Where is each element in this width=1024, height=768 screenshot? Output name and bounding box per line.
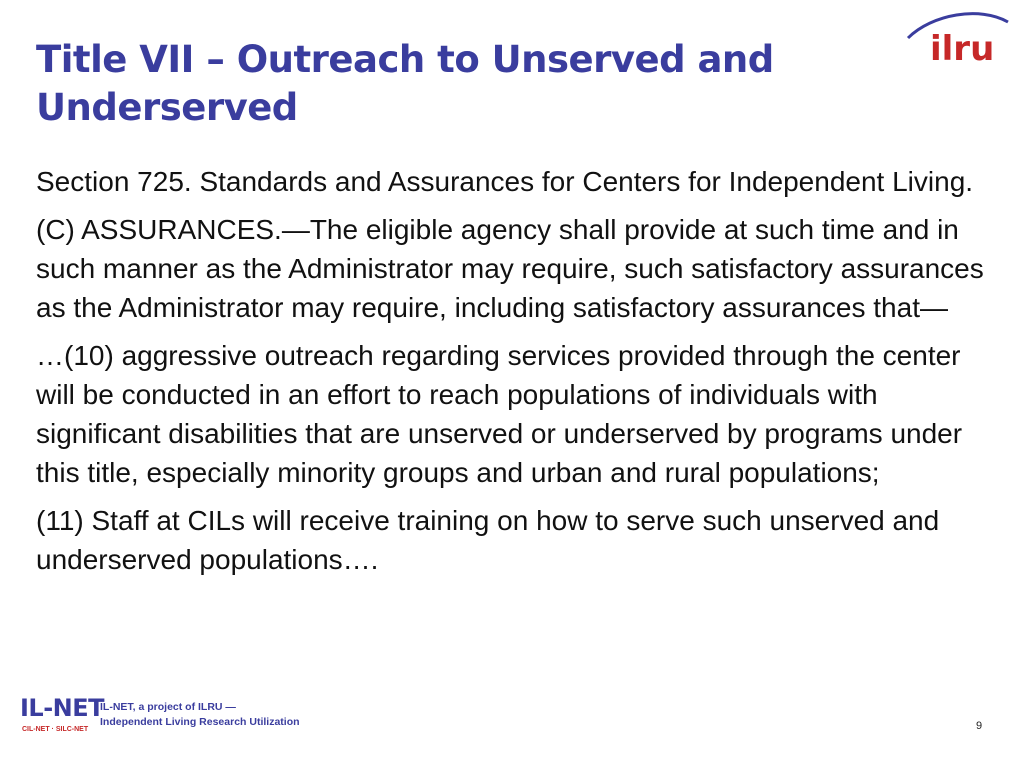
- paragraph-item-11: (11) Staff at CILs will receive training on how to serve such unserved and underserved populations….: [36, 505, 940, 575]
- ilru-logo-text: ilru: [930, 29, 995, 68]
- paragraph-item-10: …(10) aggressive outreach regarding services provided through the center will be conducted in an effort to reach populations of individuals with significant disabilities that are unserved or underserved by programs under this title, especially minority groups and urban and rural populations;: [36, 340, 963, 488]
- il-net-subbrand: CIL-NET · SILC-NET: [22, 726, 89, 733]
- il-net-desc-line-1: IL-NET, a project of ILRU —: [100, 701, 236, 713]
- il-net-desc-line-2: Independent Living Research Utilization: [100, 716, 300, 728]
- slide-body: [36, 162, 996, 588]
- il-net-brand: IL-NET: [20, 694, 105, 722]
- il-net-description: [100, 700, 300, 730]
- slide-title: Title VII – Outreach to Unserved and Underserved: [36, 38, 774, 129]
- il-net-footer-logo: [14, 694, 334, 740]
- page-number: 9: [976, 720, 983, 732]
- paragraph-section: Section 725. Standards and Assurances for Centers for Independent Living.: [36, 166, 974, 197]
- ilru-logo-icon: [902, 8, 1012, 68]
- paragraph-assurances: (C) ASSURANCES.—The eligible agency shall provide at such time and in such manner as the Administrator may require, such satisfactory assurances as the Administrator may require, including satisfactory assurances that—: [36, 214, 984, 323]
